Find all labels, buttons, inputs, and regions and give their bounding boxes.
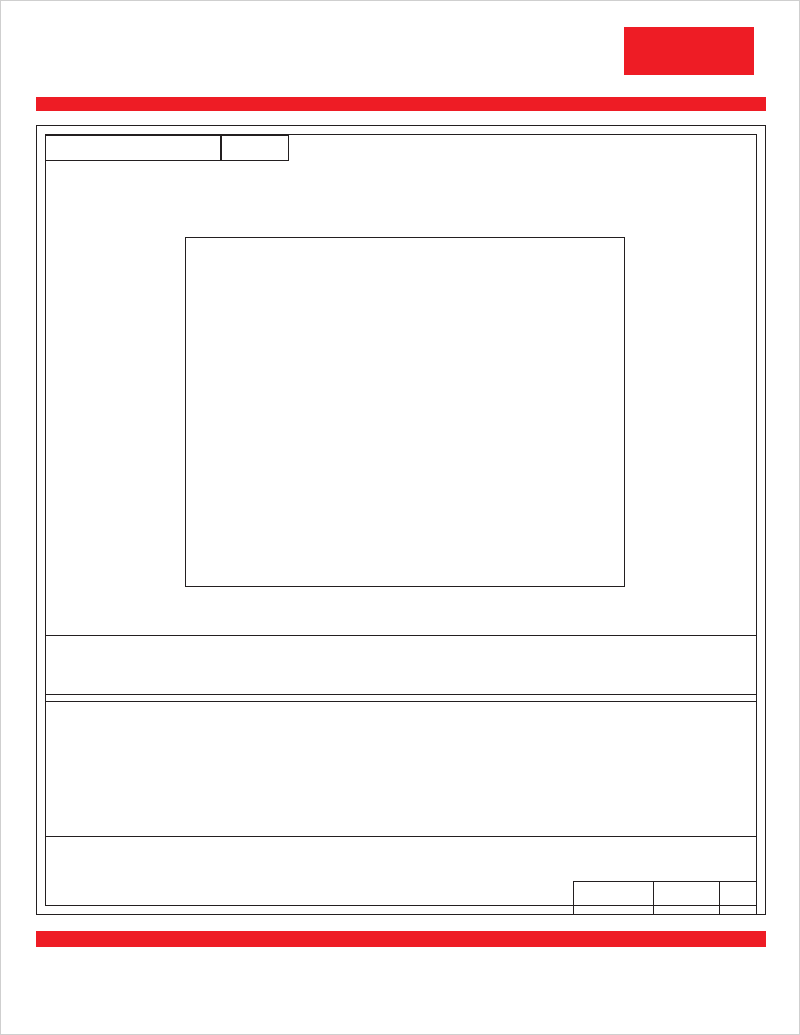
performance-chart (45, 177, 757, 627)
drawing-number-block (573, 881, 757, 915)
specification-table (45, 701, 757, 837)
customer-info-table (45, 635, 757, 695)
brand-logo (624, 27, 754, 75)
revision-box (221, 135, 289, 161)
page-number-cell (654, 882, 720, 914)
model-number-box (45, 135, 221, 161)
header-divider-bar (36, 97, 766, 111)
drawing-revision-cell (720, 882, 756, 914)
chart-plot-area (185, 237, 625, 587)
footer-divider-bar (36, 931, 766, 947)
drawing-number-cell (574, 882, 654, 914)
